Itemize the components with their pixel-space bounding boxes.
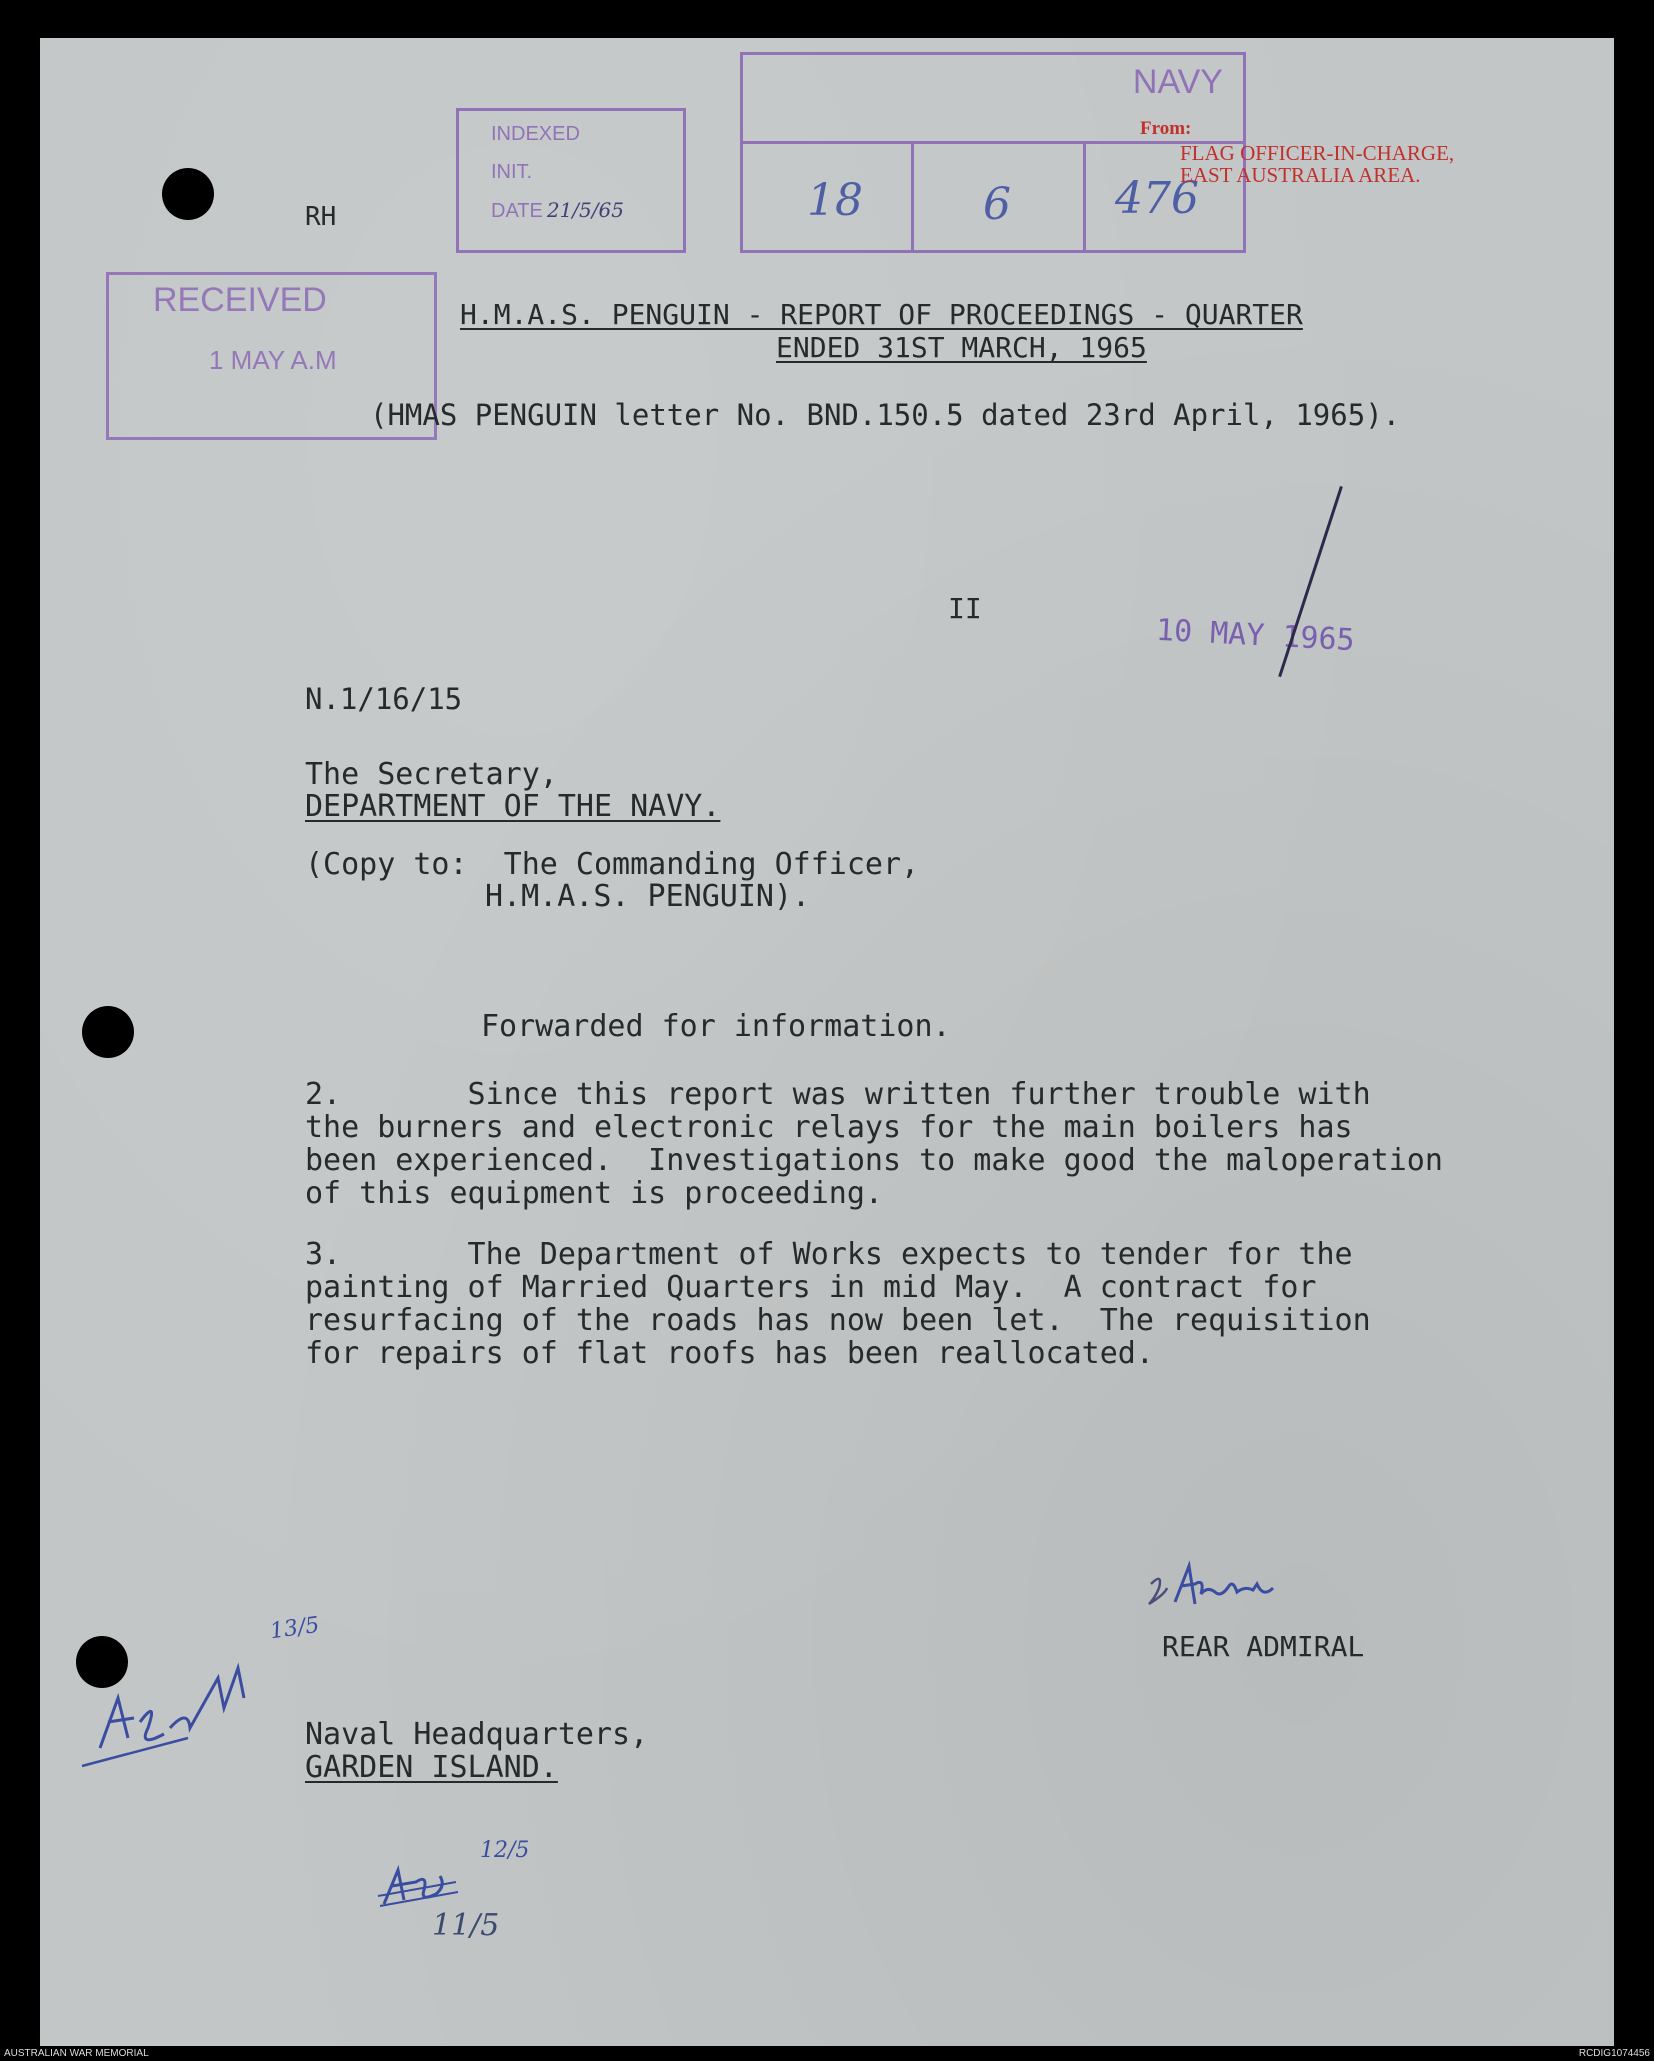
punch-hole-middle <box>82 1006 134 1058</box>
sender-line2: GARDEN ISLAND. <box>305 1750 558 1785</box>
document-title-line1: H.M.A.S. PENGUIN - REPORT OF PROCEEDINGS - QUARTER <box>460 298 1303 331</box>
footer-right: RCDIG1074456 <box>1578 2048 1650 2059</box>
navy-stamp-cell-3: 476 <box>1115 173 1199 224</box>
paragraph-2-line: 2. Since this report was written further trouble with <box>305 1077 1371 1112</box>
received-date: 1 MAY A.M <box>209 345 337 375</box>
addressee-line1: The Secretary, <box>305 757 558 792</box>
paragraph-3-line: resurfacing of the roads has now been let. The requisition <box>305 1303 1371 1338</box>
section-number: II <box>948 592 982 625</box>
copy-to-line1: (Copy to: The Commanding Officer, <box>305 847 920 882</box>
indexed-line3: DATE 21/5/65 <box>491 198 624 222</box>
footer-left: AUSTRALIAN WAR MEMORIAL <box>4 2048 149 2059</box>
sender-line1: Naval Headquarters, <box>305 1717 649 1752</box>
date-stamp: 10 MAY 1965 <box>1155 612 1356 659</box>
navy-stamp-cell-2: 6 <box>983 179 1011 230</box>
indexed-line2: INIT. <box>491 161 533 183</box>
paragraph-2-line: the burners and electronic relays for the main boilers has <box>305 1110 1353 1145</box>
annotation-date-12: 12/5 <box>480 1838 530 1863</box>
paragraph-3-line: for repairs of flat roofs has been reallocated. <box>305 1336 1154 1371</box>
paragraph-3-line: 3. The Department of Works expects to tender for the <box>305 1237 1353 1272</box>
received-title: RECEIVED <box>153 281 327 319</box>
document-title-line2: ENDED 31ST MARCH, 1965 <box>776 331 1147 364</box>
handwritten-initials-bottom <box>376 1856 466 1916</box>
from-label: From: <box>1140 118 1192 139</box>
from-line1: FLAG OFFICER-IN-CHARGE, <box>1180 141 1455 165</box>
initials: RH <box>305 202 337 232</box>
copy-to-line2: H.M.A.S. PENGUIN). <box>485 879 811 914</box>
annotation-date-13: 13/5 <box>268 1612 321 1645</box>
addressee-line2: DEPARTMENT OF THE NAVY. <box>305 789 721 824</box>
reference-line: (HMAS PENGUIN letter No. BND.150.5 dated 23rd April, 1965). <box>370 398 1401 432</box>
paragraph-2-line: been experienced. Investigations to make good the maloperation <box>305 1143 1443 1178</box>
paragraph-3-line: painting of Married Quarters in mid May. A contract for <box>305 1270 1317 1305</box>
indexed-line1: INDEXED <box>491 123 580 145</box>
navy-stamp-cell-1: 18 <box>807 175 863 226</box>
punch-hole-top <box>162 168 214 220</box>
paragraph-2-line: of this equipment is proceeding. <box>305 1176 883 1211</box>
handwritten-initials-left <box>78 1638 278 1768</box>
signatory-rank: REAR ADMIRAL <box>1162 1630 1365 1663</box>
navy-registry-stamp <box>740 52 1246 253</box>
handwritten-signature <box>1145 1558 1285 1638</box>
indexed-handwritten-date: 21/5/65 <box>546 198 624 222</box>
document-page <box>40 38 1614 2046</box>
navy-stamp-header: NAVY <box>1132 63 1223 101</box>
file-number: N.1/16/15 <box>305 682 463 716</box>
indexed-stamp <box>456 108 686 253</box>
from-line2: EAST AUSTRALIA AREA. <box>1180 163 1421 187</box>
paragraph-1: Forwarded for information. <box>481 1009 951 1044</box>
annotation-date-11: 11/5 <box>432 1908 500 1943</box>
